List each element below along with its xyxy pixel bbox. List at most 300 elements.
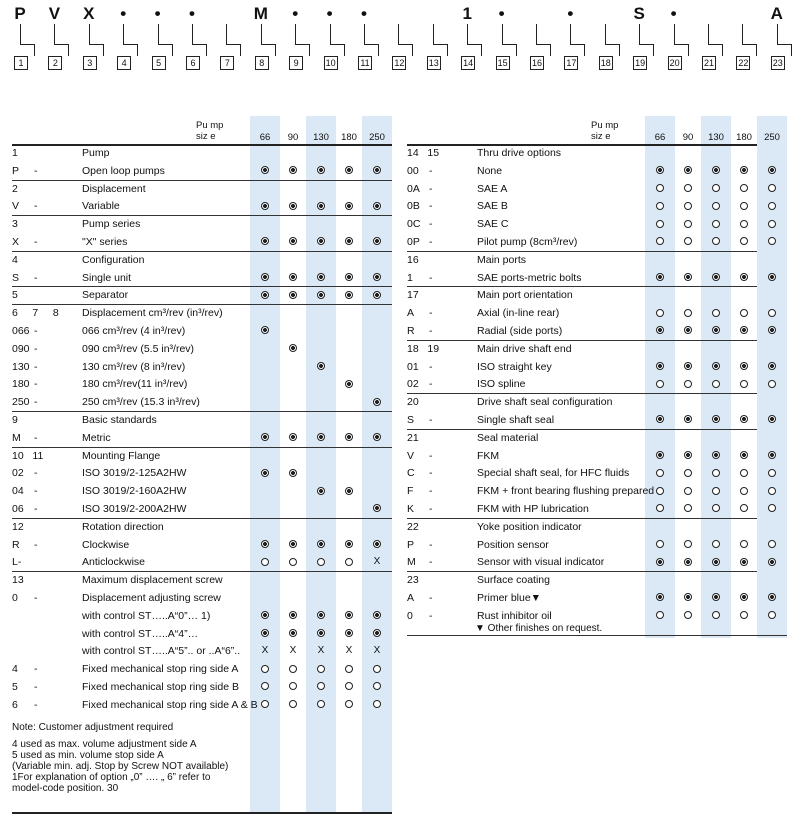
standard-option-mark: [759, 322, 785, 340]
option-dash: -: [429, 200, 433, 213]
size-header: 90: [287, 132, 299, 143]
filled-dot-icon: [656, 593, 664, 601]
code-connector: [791, 44, 792, 56]
standard-option-mark: [336, 286, 362, 304]
open-dot-icon: [712, 202, 720, 210]
code-connector: [502, 24, 503, 44]
table-row: [12, 322, 392, 340]
open-dot-icon: [656, 380, 664, 388]
standard-option-mark: [280, 464, 306, 482]
code-char: •: [326, 4, 333, 23]
code-char: •: [189, 4, 195, 23]
code-position-box: 23: [772, 58, 783, 68]
size-header: 180: [736, 132, 752, 143]
option-code: V: [12, 200, 20, 213]
open-dot-icon: [684, 504, 692, 512]
standard-option-mark: [308, 482, 334, 500]
open-dot-icon: [740, 504, 748, 512]
filled-dot-icon: [289, 273, 297, 281]
size-header: 66: [654, 132, 666, 143]
filled-dot-icon: [768, 326, 776, 334]
code-connector: [330, 44, 344, 45]
filled-dot-icon: [261, 326, 269, 334]
available-option-mark: [675, 304, 701, 322]
code-connector: [226, 44, 240, 45]
open-dot-icon: [345, 665, 353, 673]
option-code: V: [407, 449, 415, 462]
standard-option-mark: [647, 162, 673, 180]
standard-option-mark: [280, 536, 306, 554]
filled-dot-icon: [712, 558, 720, 566]
footnote-line: 5 used as min. volume stop side A: [12, 749, 164, 761]
standard-option-mark: [703, 411, 729, 429]
available-option-mark: [647, 464, 673, 482]
filled-dot-icon: [656, 558, 664, 566]
available-option-mark: [759, 197, 785, 215]
open-dot-icon: [740, 540, 748, 548]
filled-dot-icon: [317, 540, 325, 548]
option-code: 4: [12, 253, 18, 266]
available-option-mark: [647, 180, 673, 198]
option-code: F: [407, 485, 414, 498]
option-code: 130: [12, 360, 30, 373]
code-connector: [550, 44, 551, 56]
option-description: Pump: [82, 147, 110, 159]
size-header: 130: [708, 132, 724, 143]
size-header: 180: [341, 132, 357, 143]
option-dash: -: [429, 271, 433, 284]
option-dash: -: [34, 485, 38, 498]
filled-dot-icon: [712, 415, 720, 423]
filled-dot-icon: [317, 487, 325, 495]
filled-dot-icon: [345, 237, 353, 245]
standard-option-mark: [703, 162, 729, 180]
option-dash: -: [429, 307, 433, 320]
filled-dot-icon: [317, 273, 325, 281]
filled-dot-icon: [317, 362, 325, 370]
code-position-box: 5: [152, 56, 166, 70]
open-dot-icon: [345, 682, 353, 690]
filled-dot-icon: [684, 593, 692, 601]
code-position-box: 21: [703, 58, 714, 68]
open-dot-icon: [712, 220, 720, 228]
available-option-mark: [336, 660, 362, 678]
option-description: Clockwise: [82, 538, 130, 551]
code-position-box: 2: [48, 56, 62, 70]
option-code: 02: [407, 378, 419, 391]
available-option-mark: [647, 607, 673, 625]
code-connector: [756, 44, 757, 56]
table-row: [407, 536, 757, 554]
option-description: Fixed mechanical stop ring side A & B: [82, 698, 258, 711]
option-description: 130 cm³/rev (8 in³/rev): [82, 360, 186, 373]
table-row: [12, 660, 392, 678]
filled-dot-icon: [289, 291, 297, 299]
filled-dot-icon: [684, 362, 692, 370]
standard-option-mark: [280, 162, 306, 180]
option-description: Anticlockwise: [82, 556, 146, 569]
filled-dot-icon: [768, 362, 776, 370]
option-description: Mounting Flange: [82, 449, 161, 462]
code-connector: [103, 44, 104, 56]
code-connector: [330, 24, 331, 44]
table-row: [407, 269, 757, 287]
standard-option-mark: [308, 429, 334, 447]
open-dot-icon: [317, 665, 325, 673]
filled-dot-icon: [373, 433, 381, 441]
available-option-mark: [703, 607, 729, 625]
available-option-mark: [308, 696, 334, 714]
filled-dot-icon: [373, 273, 381, 281]
standard-option-mark: [252, 269, 278, 287]
option-description: ISO 3019/2-200A2HW: [82, 503, 187, 515]
option-dash: -: [34, 378, 38, 391]
available-option-mark: [675, 500, 701, 518]
option-description: Open loop pumps: [82, 164, 165, 177]
code-connector: [275, 44, 276, 56]
available-option-mark: [703, 233, 729, 251]
open-dot-icon: [712, 611, 720, 619]
filled-dot-icon: [317, 629, 325, 637]
available-option-mark: [759, 233, 785, 251]
code-connector: [433, 44, 447, 45]
open-dot-icon: [261, 682, 269, 690]
filled-dot-icon: [373, 237, 381, 245]
open-dot-icon: [289, 682, 297, 690]
option-code: 12: [12, 520, 24, 533]
code-char: •: [292, 4, 299, 23]
available-option-mark: [675, 482, 701, 500]
filled-dot-icon: [768, 166, 776, 174]
option-dash: -: [429, 182, 433, 195]
code-position-box: 3: [83, 56, 97, 70]
option-code: C: [407, 467, 415, 480]
open-dot-icon: [261, 665, 269, 673]
code-char: V: [48, 4, 61, 23]
standard-option-mark: [336, 607, 362, 625]
open-dot-icon: [317, 558, 325, 566]
open-dot-icon: [684, 469, 692, 477]
available-option-mark: [675, 375, 701, 393]
filled-dot-icon: [345, 291, 353, 299]
filled-dot-icon: [345, 202, 353, 210]
filled-dot-icon: [740, 451, 748, 459]
standard-option-mark: [308, 358, 334, 376]
code-char: •: [498, 4, 505, 23]
open-dot-icon: [684, 220, 692, 228]
filled-dot-icon: [740, 415, 748, 423]
size-header: 130: [313, 132, 329, 143]
code-char: •: [120, 4, 127, 23]
table-row: [407, 197, 757, 215]
option-code: M: [12, 431, 21, 444]
table-row: [12, 429, 392, 447]
open-dot-icon: [740, 380, 748, 388]
option-description: None: [477, 164, 503, 177]
table-row: [12, 162, 392, 180]
open-dot-icon: [345, 700, 353, 708]
available-option-mark: [308, 553, 334, 571]
table-row: [12, 375, 392, 393]
standard-option-mark: [759, 162, 785, 180]
footnote-line: 1For explanation of option „0” …. „ 6” refer to: [12, 771, 211, 783]
available-option-mark: [675, 215, 701, 233]
filled-dot-icon: [261, 540, 269, 548]
option-code: 16: [407, 253, 419, 266]
standard-option-mark: [280, 286, 306, 304]
option-description: with control ST…..A“5”.. or ..A“6”..: [82, 645, 241, 658]
option-code: 13: [12, 574, 24, 587]
filled-dot-icon: [768, 273, 776, 281]
table-row: [407, 304, 757, 322]
filled-dot-icon: [345, 433, 353, 441]
open-dot-icon: [712, 184, 720, 192]
code-connector: [123, 24, 124, 44]
option-code: 22: [407, 520, 419, 533]
code-position-box: 15: [497, 58, 508, 68]
open-dot-icon: [712, 469, 720, 477]
table-row: [407, 500, 757, 518]
standard-option-mark: [336, 197, 362, 215]
code-connector: [398, 44, 412, 45]
available-option-mark: [675, 180, 701, 198]
standard-option-mark: [647, 589, 673, 607]
option-description: SAE C: [477, 218, 509, 231]
code-connector: [89, 44, 103, 45]
standard-option-mark: [703, 589, 729, 607]
standard-option-mark: [336, 429, 362, 447]
code-connector: [467, 44, 481, 45]
table-row: [12, 269, 392, 287]
code-connector: [674, 24, 675, 44]
option-code: 17: [407, 289, 419, 302]
filled-dot-icon: [373, 629, 381, 637]
code-position-box: 1: [14, 56, 28, 70]
code-position-box: 18: [600, 58, 611, 68]
standard-option-mark: [647, 447, 673, 465]
standard-option-mark: [675, 553, 701, 571]
standard-option-mark: [280, 340, 306, 358]
option-code: S: [407, 414, 415, 426]
standard-option-mark: [252, 286, 278, 304]
available-option-mark: [731, 607, 757, 625]
option-description: Seal material: [477, 431, 539, 444]
standard-option-mark: [731, 269, 757, 287]
filled-dot-icon: [289, 166, 297, 174]
option-code: 10 11: [12, 449, 44, 462]
available-option-mark: [364, 678, 390, 696]
option-code: 0: [407, 609, 413, 622]
option-description: Axial (in-line rear): [477, 307, 560, 320]
standard-option-mark: [308, 162, 334, 180]
standard-option-mark: [336, 536, 362, 554]
standard-option-mark: [252, 322, 278, 340]
open-dot-icon: [712, 487, 720, 495]
code-connector: [777, 24, 778, 44]
filled-dot-icon: [289, 611, 297, 619]
standard-option-mark: [675, 322, 701, 340]
option-description: Main port orientation: [477, 289, 573, 302]
option-description: Displacement cm³/rev (in³/rev): [82, 307, 223, 320]
standard-option-mark: [675, 589, 701, 607]
available-option-mark: [647, 536, 673, 554]
code-char: •: [361, 4, 367, 23]
size-header: 66: [259, 132, 271, 143]
table-row: [12, 447, 392, 465]
standard-option-mark: [280, 607, 306, 625]
available-option-mark: [336, 696, 362, 714]
code-connector: [172, 44, 173, 56]
standard-option-mark: [308, 233, 334, 251]
table-row: [407, 571, 757, 589]
code-connector: [68, 44, 69, 56]
available-option-mark: [731, 304, 757, 322]
available-option-mark: [759, 500, 785, 518]
code-connector: [605, 44, 619, 45]
open-dot-icon: [317, 682, 325, 690]
code-connector: [54, 24, 55, 44]
available-option-mark: [280, 660, 306, 678]
option-description: with control ST…..A“0”… 1): [82, 609, 211, 622]
option-code: 01: [407, 360, 419, 373]
open-dot-icon: [684, 380, 692, 388]
standard-option-mark: [364, 286, 390, 304]
option-code: A: [407, 592, 415, 604]
table-row: [12, 642, 392, 660]
table-row: [12, 625, 392, 643]
filled-dot-icon: [740, 362, 748, 370]
code-position-box: 4: [117, 56, 131, 70]
open-dot-icon: [740, 220, 748, 228]
filled-dot-icon: [712, 593, 720, 601]
table-row: [12, 197, 392, 215]
code-connector: [54, 44, 68, 45]
option-description: Single unit: [82, 271, 132, 284]
open-dot-icon: [712, 540, 720, 548]
table-row: [12, 215, 392, 233]
code-connector: [398, 24, 399, 44]
available-option-mark: [364, 660, 390, 678]
open-dot-icon: [373, 700, 381, 708]
filled-dot-icon: [261, 629, 269, 637]
option-description: FKM: [477, 449, 500, 462]
open-dot-icon: [768, 309, 776, 317]
table-row: [407, 429, 757, 447]
open-dot-icon: [345, 558, 353, 566]
table-row: [407, 144, 757, 162]
option-dash: -: [34, 467, 38, 480]
standard-option-mark: [759, 411, 785, 429]
available-option-mark: [731, 500, 757, 518]
available-option-mark: [675, 197, 701, 215]
standard-option-mark: [759, 447, 785, 465]
standard-option-mark: [280, 429, 306, 447]
option-code: 5: [12, 289, 18, 302]
standard-option-mark: [675, 447, 701, 465]
filled-dot-icon: [656, 451, 664, 459]
code-char: •: [670, 4, 677, 23]
open-dot-icon: [261, 700, 269, 708]
available-option-mark: [703, 215, 729, 233]
standard-option-mark: [364, 607, 390, 625]
filled-dot-icon: [289, 629, 297, 637]
available-option-mark: [731, 215, 757, 233]
standard-option-mark: [759, 553, 785, 571]
code-connector: [516, 44, 517, 56]
available-option-mark: [280, 553, 306, 571]
open-dot-icon: [712, 504, 720, 512]
code-connector: [742, 24, 743, 44]
code-connector: [378, 44, 379, 56]
table-row: [12, 233, 392, 251]
standard-option-mark: [280, 233, 306, 251]
option-dash: -: [429, 236, 433, 248]
standard-option-mark: [675, 269, 701, 287]
standard-option-mark: [280, 269, 306, 287]
open-dot-icon: [768, 469, 776, 477]
option-description: Pilot pump (8cm³/rev): [477, 236, 578, 248]
available-option-mark: [336, 678, 362, 696]
option-dash: -: [34, 503, 38, 515]
code-connector: [777, 44, 791, 45]
filled-dot-icon: [261, 611, 269, 619]
code-connector: [20, 44, 34, 45]
option-description: Displacement: [82, 182, 146, 195]
option-dash: -: [429, 449, 433, 462]
code-connector: [447, 44, 448, 56]
code-position-box: 10: [325, 58, 336, 68]
standard-option-mark: [252, 197, 278, 215]
pump-size-label: Pu mp siz e: [591, 120, 619, 142]
open-dot-icon: [768, 487, 776, 495]
standard-option-mark: [675, 162, 701, 180]
filled-dot-icon: [317, 202, 325, 210]
available-option-mark: [703, 180, 729, 198]
code-connector: [502, 44, 516, 45]
option-description: Radial (side ports): [477, 325, 563, 337]
standard-option-mark: [252, 625, 278, 643]
open-dot-icon: [656, 237, 664, 245]
available-option-mark: [731, 197, 757, 215]
pump-size-label: Pu mp siz e: [196, 120, 224, 142]
table-row: [12, 180, 392, 198]
option-code: 20: [407, 396, 419, 409]
table-row: [407, 340, 757, 358]
code-position-box: 16: [531, 58, 542, 68]
option-description: Main ports: [477, 253, 527, 266]
available-option-mark: [703, 536, 729, 554]
available-option-mark: [759, 482, 785, 500]
table-row: [12, 144, 392, 162]
filled-dot-icon: [712, 273, 720, 281]
standard-option-mark: [731, 589, 757, 607]
code-position-box: 12: [394, 58, 405, 68]
standard-option-mark: [364, 429, 390, 447]
option-description: 250 cm³/rev (15.3 in³/rev): [82, 396, 200, 409]
option-code: 5: [12, 681, 18, 693]
available-option-mark: [731, 482, 757, 500]
option-code: X: [12, 236, 20, 248]
option-code: M: [407, 556, 416, 569]
filled-dot-icon: [345, 540, 353, 548]
filled-dot-icon: [740, 326, 748, 334]
filled-dot-icon: [289, 237, 297, 245]
option-dash: -: [429, 538, 433, 551]
standard-option-mark: [731, 322, 757, 340]
table-row: [12, 251, 392, 269]
code-connector: [20, 24, 21, 44]
standard-option-mark: [731, 447, 757, 465]
